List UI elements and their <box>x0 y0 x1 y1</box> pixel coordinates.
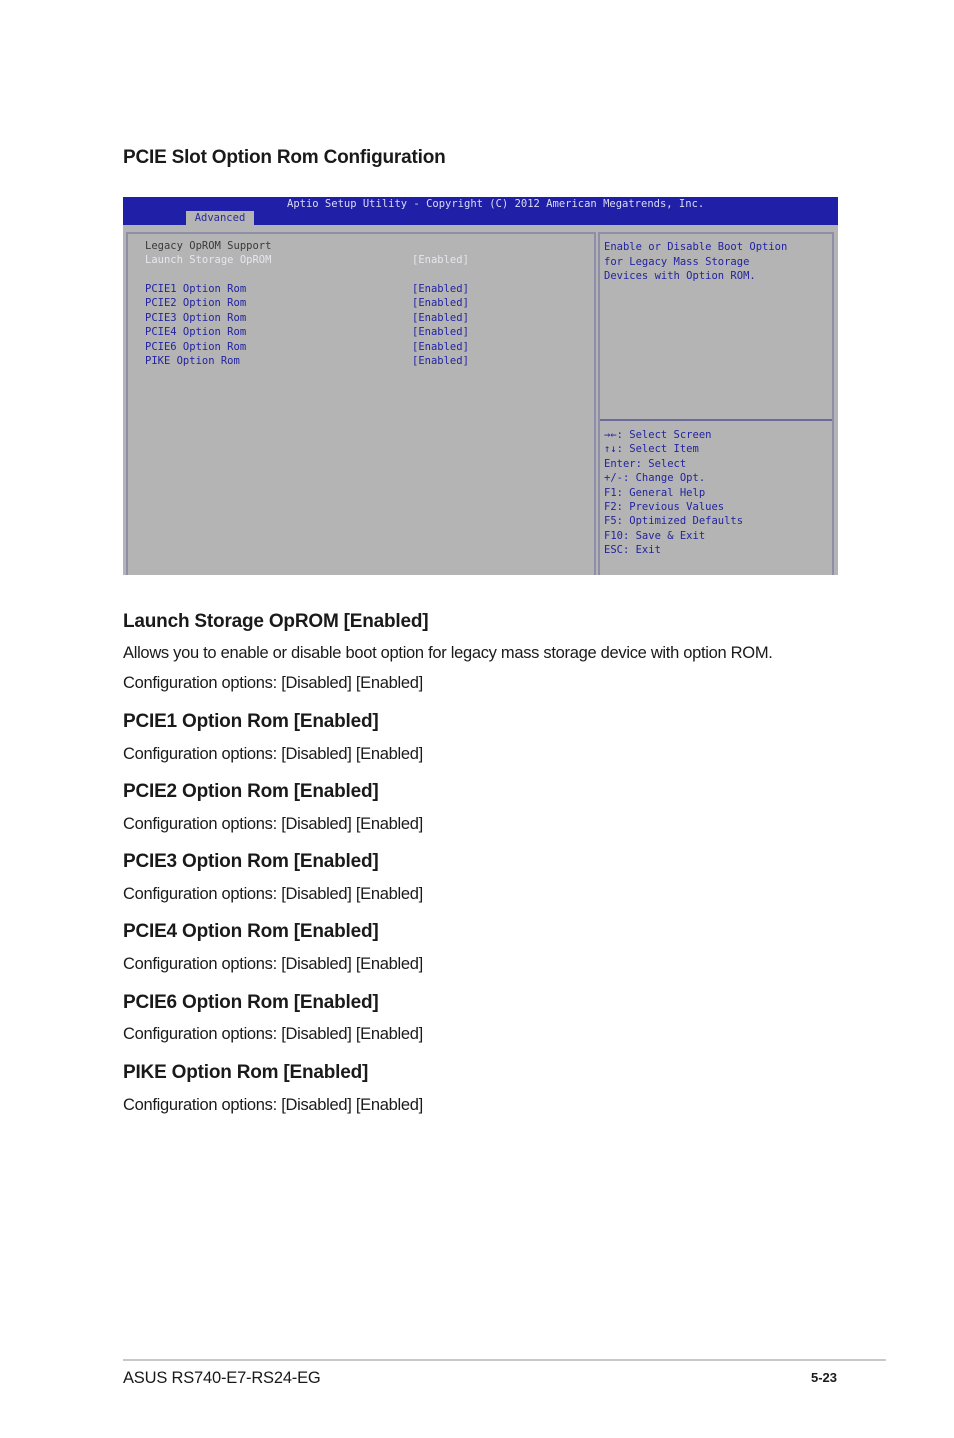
item-title-pcie3: PCIE3 Option Rom [Enabled] <box>123 851 379 872</box>
bios-item-label: PCIE4 Option Rom <box>145 326 247 338</box>
item-options: Configuration options: [Disabled] [Enabled] <box>123 674 423 692</box>
key-hint: ESC: Exit <box>604 544 661 557</box>
bios-help-divider <box>600 419 832 421</box>
key-hint: Enter: Select <box>604 457 687 470</box>
footer-model: ASUS RS740-E7-RS24-EG <box>123 1369 321 1387</box>
key-hint: →←: Select Screen <box>604 429 712 441</box>
bios-copyright: Aptio Setup Utility - Copyright (C) 2012 American Megatrends, Inc. <box>287 198 705 210</box>
footer-rule <box>123 1359 886 1361</box>
item-options: Configuration options: [Disabled] [Enabled] <box>123 1025 423 1043</box>
bios-item-value[interactable]: [Enabled] <box>412 355 469 367</box>
bios-main-panel <box>126 232 596 575</box>
bios-item-value[interactable]: [Enabled] <box>412 283 469 295</box>
section-title: PCIE Slot Option Rom Configuration <box>123 147 446 168</box>
item-title-launch-storage-oprom: Launch Storage OpROM [Enabled] <box>123 611 429 632</box>
bios-screenshot <box>123 197 838 575</box>
item-title-pcie4: PCIE4 Option Rom [Enabled] <box>123 921 379 942</box>
item-options: Configuration options: [Disabled] [Enabled] <box>123 745 423 763</box>
bios-item-label: PCIE1 Option Rom <box>145 283 247 295</box>
key-hint: F1: General Help <box>604 486 706 499</box>
bios-item-label: PCIE6 Option Rom <box>145 341 247 353</box>
item-options: Configuration options: [Disabled] [Enabled] <box>123 815 423 833</box>
bios-title-bar <box>123 197 838 225</box>
bios-item-value[interactable]: [Enabled] <box>412 254 469 266</box>
item-description: Allows you to enable or disable boot option for legacy mass storage device with option ROM. <box>123 644 773 662</box>
bios-item-label: PCIE3 Option Rom <box>145 312 247 324</box>
bios-item-value[interactable]: [Enabled] <box>412 297 469 309</box>
bios-item-label: Launch Storage OpROM <box>145 254 272 266</box>
item-options: Configuration options: [Disabled] [Enabled] <box>123 885 423 903</box>
bios-item-label: PIKE Option Rom <box>145 355 240 367</box>
bios-key-legend <box>604 428 743 558</box>
key-hint: F5: Optimized Defaults <box>604 515 744 528</box>
bios-help-panel <box>598 232 834 575</box>
item-title-pike: PIKE Option Rom [Enabled] <box>123 1062 369 1083</box>
bios-item-value[interactable]: [Enabled] <box>412 341 469 353</box>
key-hint: +/-: Change Opt. <box>604 472 706 485</box>
key-hint: F10: Save & Exit <box>604 529 706 542</box>
tab-advanced[interactable]: Advanced <box>186 211 254 225</box>
item-title-pcie1: PCIE1 Option Rom [Enabled] <box>123 711 379 732</box>
bios-item-label: PCIE2 Option Rom <box>145 297 247 309</box>
bios-item-value[interactable]: [Enabled] <box>412 326 469 338</box>
item-options: Configuration options: [Disabled] [Enabled] <box>123 955 423 973</box>
item-title-pcie2: PCIE2 Option Rom [Enabled] <box>123 781 379 802</box>
item-options: Configuration options: [Disabled] [Enabled] <box>123 1096 423 1114</box>
page-number: 5-23 <box>810 1370 837 1385</box>
key-hint: ↑↓: Select Item <box>604 443 699 456</box>
item-title-pcie6: PCIE6 Option Rom [Enabled] <box>123 992 379 1013</box>
key-hint: F2: Previous Values <box>604 501 725 514</box>
bios-help-text: Enable or Disable Boot Option for Legacy Mass Storage Devices with Option ROM. <box>604 241 788 282</box>
bios-item-value[interactable]: [Enabled] <box>412 312 469 324</box>
bios-heading-label: Legacy OpROM Support <box>145 240 272 252</box>
